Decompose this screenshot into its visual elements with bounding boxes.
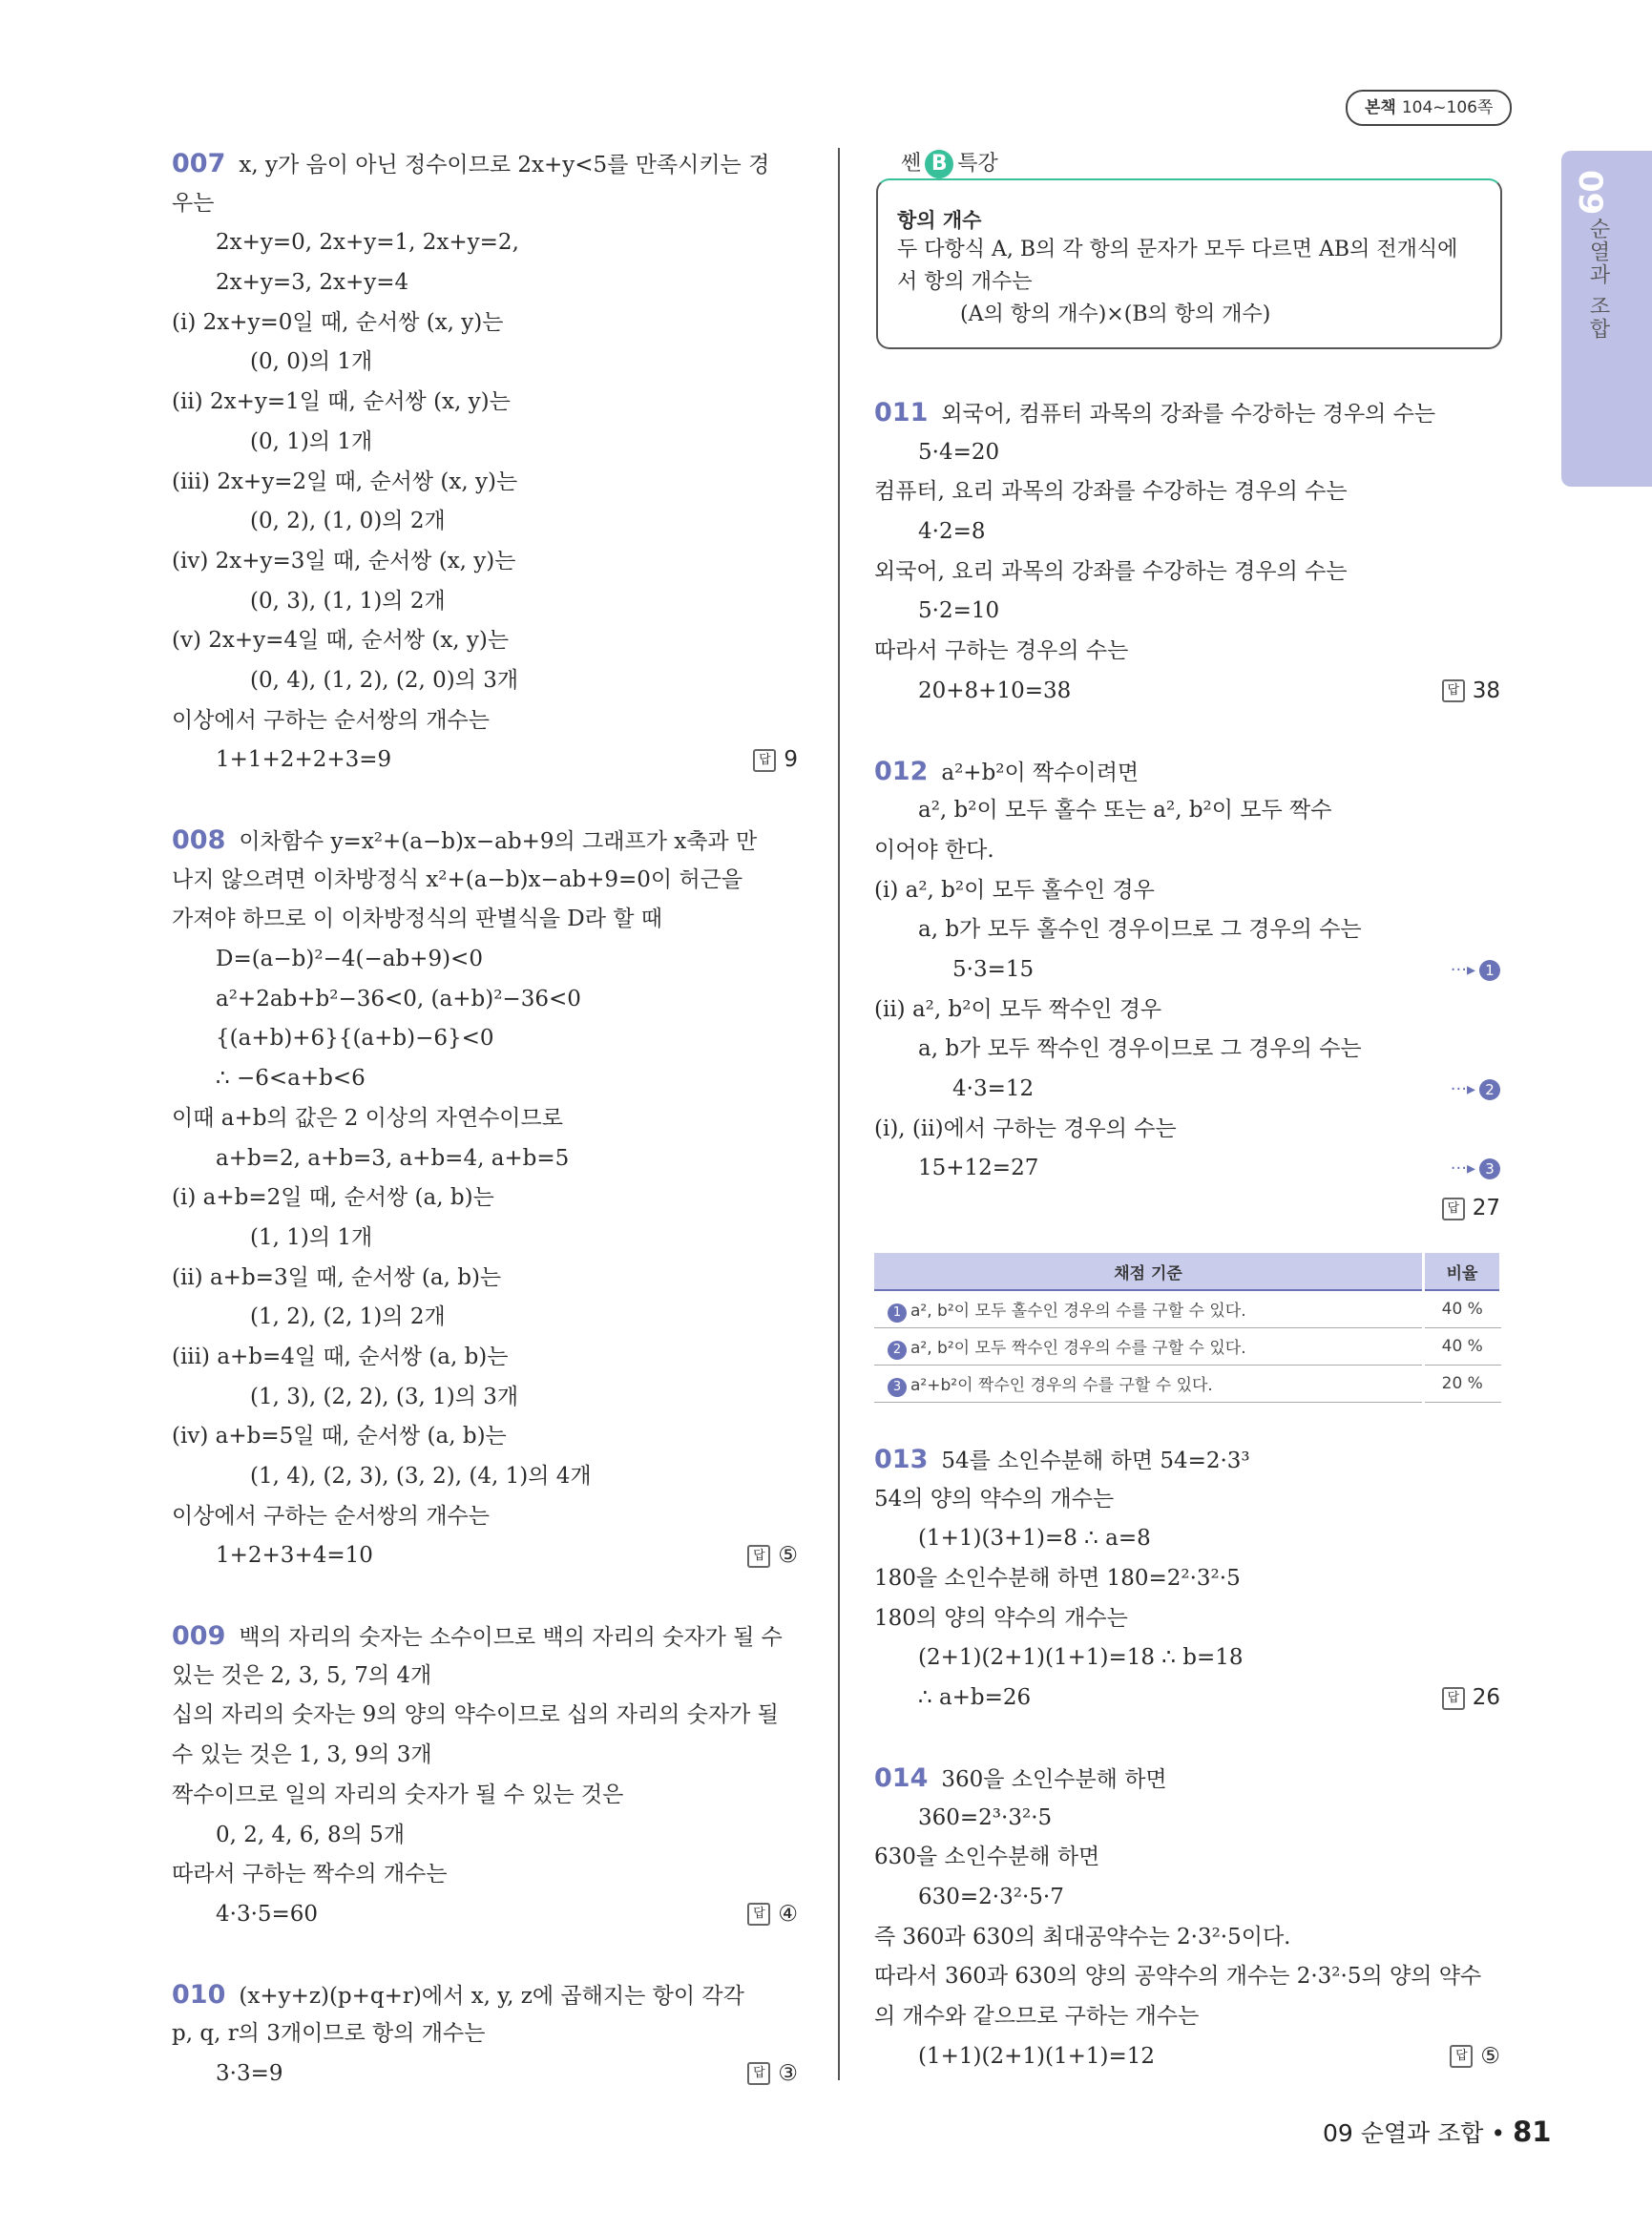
solution-line [874,791,1504,831]
section-gap [874,1719,1504,1759]
special-lecture-title: 항의 개수 [897,209,982,232]
solution-line [172,621,802,661]
solution-text: a+b=2, a+b=3, a+b=4, a+b=5 [216,1145,570,1171]
page-number: 81 [1513,2116,1552,2148]
problem-heading-line [874,1440,1504,1480]
solution-line [172,223,802,263]
solution-line [874,1030,1504,1070]
solution-line [172,1536,802,1576]
answer [753,740,798,781]
solution-line [874,1638,1504,1678]
solution-line [172,1776,802,1816]
textbook-page-reference: 본책 104~106쪽 [1346,90,1512,126]
answer [1450,2037,1500,2077]
solution-line [874,632,1504,672]
solution-text: (1, 2), (2, 1)의 2개 [250,1304,446,1330]
solution-line [172,1736,802,1776]
answer-mark-icon: 답 [747,2062,770,2085]
solution-line [172,582,802,622]
solution-line [874,2037,1504,2077]
solution-text: 5·3=15 [952,956,1035,982]
solution-line [874,831,1504,871]
solution-text: (ⅰ), (ⅱ)에서 구하는 경우의 수는 [874,1116,1177,1141]
answer-mark-icon: 답 [1442,679,1465,702]
solution-line [874,990,1504,1031]
step-arrow-icon: ···▸ [1450,1158,1475,1179]
solution-line [172,1099,802,1139]
solution-text: 이어야 한다. [874,837,994,863]
solution-text: (ⅰ) 2x+y=0일 때, 순서쌍 (x, y)는 [172,309,504,335]
solution-line [874,1480,1504,1520]
answer-value: 27 [1472,1196,1500,1221]
problem-heading-line [172,1975,802,2015]
solution-text: (ⅰ) a+b=2일 때, 순서쌍 (a, b)는 [172,1185,494,1211]
problem-number: 012 [874,756,929,786]
answer-value: ③ [778,2060,798,2086]
solution-line [874,1838,1504,1878]
problem-heading-line [172,144,802,184]
problem-number: 008 [172,825,226,855]
solution-text: 4·2=8 [918,519,986,545]
solution-text: 180의 양의 약수의 개수는 [874,1605,1128,1631]
solution-text: 3·3=9 [216,2060,283,2086]
solution-text: 이상에서 구하는 순서쌍의 개수는 [172,707,490,733]
solution-text: (2+1)(2+1)(1+1)=18 ∴ b=18 [918,1645,1244,1671]
section-gap [172,781,802,821]
solution-line [172,2014,802,2054]
step-number-icon: 1 [1479,960,1500,981]
solution-text: (0, 1)의 1개 [250,428,373,454]
problem-heading-line [874,752,1504,792]
solution-line [172,343,802,383]
solution-line [874,672,1504,712]
solution-text: (1, 1)의 1개 [250,1224,373,1250]
solution-text: 54를 소인수분해 하면 54=2·3³ [941,1449,1250,1473]
solution-text: 15+12=27 [918,1156,1039,1181]
solution-text: 630을 소인수분해 하면 [874,1845,1100,1870]
answer-mark-icon: 답 [747,1903,770,1926]
solution-line [172,1657,802,1697]
solution-line [874,1149,1504,1189]
problem-heading-line [172,1616,802,1657]
solution-text: 즉 360과 630의 최대공약수는 2·3²·5이다. [874,1924,1291,1950]
solution-line [172,1855,802,1895]
solution-text: 4·3=12 [952,1076,1035,1101]
step-number-icon: 2 [1479,1079,1500,1100]
solution-text: 백의 자리의 숫자는 소수이므로 백의 자리의 숫자가 될 수 [239,1625,783,1651]
solution-line [874,1997,1504,2037]
scoring-table [874,1253,1502,1403]
problem-number: 009 [172,1621,226,1652]
solution-text: 짝수이므로 일의 자리의 숫자가 될 수 있는 것은 [172,1782,624,1807]
solution-text: (ⅱ) 2x+y=1일 때, 순서쌍 (x, y)는 [172,389,511,415]
solution-text: 외국어, 컴퓨터 과목의 강좌를 수강하는 경우의 수는 [941,402,1436,427]
solution-text: (ⅲ) 2x+y=2일 때, 순서쌍 (x, y)는 [172,469,518,494]
problem-number: 014 [874,1762,929,1793]
solution-text: 4·3·5=60 [216,1901,319,1927]
solution-line [172,980,802,1020]
solution-text: (ⅱ) a+b=3일 때, 순서쌍 (a, b)는 [172,1264,502,1290]
solution-text: 이때 a+b의 값은 2 이상의 자연수이므로 [172,1105,563,1131]
solution-text: 5·2=10 [918,598,1000,624]
solution-line [172,502,802,542]
solution-text: (1, 4), (2, 3), (3, 2), (4, 1)의 4개 [250,1464,592,1489]
chapter-title: 순열과 조합 [1586,218,1610,341]
special-lecture-line: (A의 항의 개수)×(B의 항의 개수) [960,302,1271,326]
solution-line [874,910,1504,950]
solution-text: 이차함수 y=x²+(a−b)x−ab+9의 그래프가 x축과 만 [239,829,758,854]
step-arrow-icon: ···▸ [1450,1079,1475,1099]
solution-text: ∴ −6<a+b<6 [216,1066,366,1092]
solution-text: 십의 자리의 숫자는 9의 양의 약수이므로 십의 자리의 숫자가 될 [172,1702,779,1728]
solution-line [172,542,802,582]
problem-heading-line [874,393,1504,433]
answer-value: 38 [1472,678,1500,703]
solution-text: 180을 소인수분해 하면 180=2²·3²·5 [874,1566,1241,1592]
solution-line [874,1110,1504,1150]
answer-value: 26 [1472,1685,1500,1711]
solution-line [874,1070,1504,1110]
problem-heading-line [874,1759,1504,1799]
solution-text: {(a+b)+6}{(a+b)−6}<0 [216,1026,494,1052]
solution-line [172,740,802,781]
solution-text: (ⅰ) a², b²이 모두 홀수인 경우 [874,877,1155,903]
solution-text: (0, 4), (1, 2), (2, 0)의 3개 [250,667,519,693]
solution-text: 우는 [172,190,215,216]
solution-line [172,2054,802,2095]
solution-text: a²+2ab+b²−36<0, (a+b)²−36<0 [216,986,581,1011]
step-number-icon: 3 [1479,1158,1500,1179]
section-gap [874,712,1504,752]
problem-number: 011 [874,398,929,427]
solution-line [874,1678,1504,1719]
solution-text: (1+1)(2+1)(1+1)=12 [918,2043,1155,2069]
solution-text: 2x+y=3, 2x+y=4 [216,270,409,296]
problem-heading-line [172,821,802,861]
solution-line [172,1417,802,1457]
solution-line [172,1378,802,1418]
problem-number: 010 [172,1979,226,2010]
problem-number: 013 [874,1445,929,1474]
solution-line [172,263,802,303]
solution-text: (ⅳ) a+b=5일 때, 순서쌍 (a, b)는 [172,1424,507,1449]
step-marker [1451,1070,1500,1110]
solution-line [172,1895,802,1935]
page-footer: 09 순열과 조합 • 81 [1323,2116,1552,2148]
solution-text: 의 개수와 같으므로 구하는 개수는 [874,2003,1200,2029]
solution-text: 외국어, 요리 과목의 강좌를 수강하는 경우의 수는 [874,558,1348,584]
scoring-header-criteria: 채점 기준 [874,1253,1424,1290]
solution-text: a²+b²이 짝수이려면 [941,760,1140,785]
special-lecture-line: 두 다항식 A, B의 각 항의 문자가 모두 다르면 AB의 전개식에 [897,238,1458,261]
answer-value: 9 [784,747,798,773]
solution-text: ∴ a+b=26 [918,1685,1032,1711]
solution-text: 0, 2, 4, 6, 8의 5개 [216,1822,406,1847]
solution-text: 이상에서 구하는 순서쌍의 개수는 [172,1503,490,1529]
solution-line [874,472,1504,512]
solution-line [172,1259,802,1299]
solution-text: (ⅲ) a+b=4일 때, 순서쌍 (a, b)는 [172,1344,509,1369]
step-arrow-icon: ···▸ [1450,959,1475,980]
solution-line [874,1878,1504,1918]
answer [747,1536,798,1576]
solution-text: (0, 0)의 1개 [250,349,373,375]
solution-line [172,1457,802,1497]
solution-text: (x+y+z)(p+q+r)에서 x, y, z에 곱해지는 항이 각각 [239,1983,744,2009]
step-marker [1451,1149,1500,1189]
solution-line [874,1599,1504,1639]
problem-number: 007 [172,149,226,178]
solution-text: 따라서 구하는 짝수의 개수는 [172,1862,448,1887]
solution-text: 630=2·3²·5·7 [918,1884,1064,1909]
solution-text: 54의 양의 약수의 개수는 [874,1486,1115,1512]
solution-text: a², b²이 모두 홀수 또는 a², b²이 모두 짝수 [918,798,1332,824]
solution-line [874,871,1504,911]
solution-line [874,1799,1504,1839]
solution-text: a, b가 모두 짝수인 경우이므로 그 경우의 수는 [918,1036,1362,1062]
solution-line [172,303,802,344]
solution-line [172,661,802,701]
solution-line [172,423,802,463]
solution-line [874,553,1504,593]
solution-line [874,512,1504,553]
scoring-row: 1 a², b²이 모두 홀수인 경우의 수를 구할 수 있다. 40 % [874,1290,1501,1328]
solution-text: (ⅳ) 2x+y=3일 때, 순서쌍 (x, y)는 [172,548,516,573]
solution-line [172,463,802,503]
section-gap [172,1576,802,1616]
answer-mark-icon: 답 [1450,2045,1473,2068]
answer-value: ⑤ [778,1543,798,1569]
solution-line [874,1918,1504,1958]
chapter-number: 09 [1571,170,1609,216]
special-lecture-body [897,234,1489,331]
solution-line [172,701,802,741]
scoring-row: 3 a²+b²이 짝수인 경우의 수를 구할 수 있다. 20 % [874,1366,1501,1403]
step-marker [1451,950,1500,990]
section-gap [172,1935,802,1975]
answer-mark-icon: 답 [747,1545,770,1568]
solution-line [172,1298,802,1338]
solution-text: 5·4=20 [918,439,1000,465]
answer-value: ⑤ [1480,2043,1500,2069]
solution-line [172,1019,802,1059]
solution-text: (1+1)(3+1)=8 ∴ a=8 [918,1526,1151,1552]
solution-line [874,1189,1504,1229]
solution-text: 1+1+2+2+3=9 [216,747,392,773]
column-divider [838,148,840,2080]
solution-line [172,861,802,901]
solution-line [172,940,802,980]
solution-line [172,1696,802,1736]
solution-text: 따라서 구하는 경우의 수는 [874,638,1129,664]
answer-value: ④ [778,1901,798,1927]
solution-text: (1, 3), (2, 2), (3, 1)의 3개 [250,1384,519,1409]
solution-text: 20+8+10=38 [918,678,1072,703]
solution-line [172,184,802,224]
solution-text: (ⅱ) a², b²이 모두 짝수인 경우 [874,996,1162,1022]
solution-line [172,1219,802,1259]
solution-text: 2x+y=0, 2x+y=1, 2x+y=2, [216,230,519,256]
step-number-icon: 3 [888,1378,907,1397]
solution-line [874,1519,1504,1559]
solution-line [172,900,802,940]
step-number-icon: 2 [888,1341,907,1360]
answer-mark-icon: 답 [1442,1687,1465,1710]
solution-text: 가져야 하므로 이 이차방정식의 판별식을 D라 할 때 [172,907,662,932]
step-number-icon: 1 [888,1303,907,1323]
answer [1442,672,1500,712]
solution-text: a, b가 모두 홀수인 경우이므로 그 경우의 수는 [918,917,1362,943]
solution-line [874,950,1504,990]
solution-line [874,592,1504,632]
solution-text: 1+2+3+4=10 [216,1543,373,1569]
solution-text: D=(a−b)²−4(−ab+9)<0 [216,947,483,972]
answer [747,2054,798,2095]
solution-text: p, q, r의 3개이므로 항의 개수는 [172,2021,486,2047]
solution-line [172,1338,802,1378]
solution-line [172,1178,802,1219]
solution-line [172,1059,802,1099]
left-column [172,144,802,2095]
solution-text: 360=2³·3²·5 [918,1804,1053,1830]
solution-text: (0, 3), (1, 1)의 2개 [250,588,446,614]
solution-line [172,383,802,423]
solution-text: 컴퓨터, 요리 과목의 강좌를 수강하는 경우의 수는 [874,479,1348,505]
solution-text: x, y가 음이 아닌 정수이므로 2x+y<5를 만족시키는 경 [239,153,770,177]
answer [747,1895,798,1935]
special-lecture-line: 서 항의 개수는 [897,270,1033,294]
solution-text: 나지 않으려면 이차방정식 x²+(a−b)x−ab+9=0이 허근을 [172,866,743,892]
solution-line [172,1497,802,1537]
special-lecture-label: 쎈 B 특강 [901,147,1008,178]
solution-line [172,1139,802,1179]
right-column-bottom [874,1440,1504,2076]
answer-mark-icon: 답 [1442,1198,1465,1220]
solution-line [874,1559,1504,1599]
answer [1442,1678,1500,1719]
solution-text: 수 있는 것은 1, 3, 9의 3개 [172,1742,432,1768]
scoring-row: 2 a², b²이 모두 짝수인 경우의 수를 구할 수 있다. 40 % [874,1328,1501,1366]
answer-mark-icon: 답 [753,749,776,772]
solution-text: (0, 2), (1, 0)의 2개 [250,509,446,534]
solution-line [874,1957,1504,1997]
solution-text: 있는 것은 2, 3, 5, 7의 4개 [172,1662,432,1688]
solution-line [874,433,1504,473]
solution-text: 따라서 360과 630의 양의 공약수의 개수는 2·3²·5의 양의 약수 [874,1964,1482,1990]
answer [1442,1189,1500,1229]
solution-text: 360을 소인수분해 하면 [941,1766,1167,1792]
solution-text: (ⅴ) 2x+y=4일 때, 순서쌍 (x, y)는 [172,628,510,654]
scoring-header-ratio: 비율 [1424,1253,1501,1290]
right-column-top [874,393,1504,1229]
solution-line [172,1816,802,1856]
